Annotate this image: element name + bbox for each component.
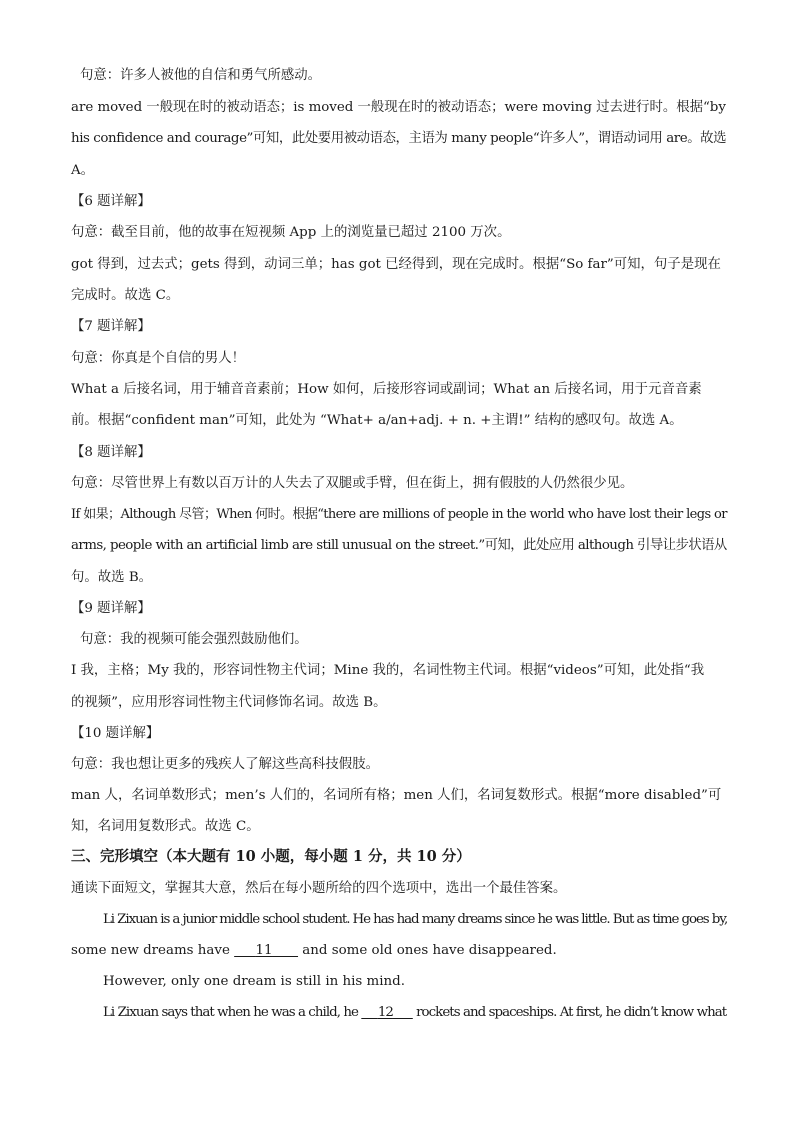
explanation-6-line-2: 完成时。故选 C。 (71, 288, 180, 303)
explanation-6-line-1: got 得到，过去式；gets 得到，动词三单；has got 已经得到，现在完成时。根据“So far”可知，句子是现在 (71, 257, 721, 272)
passage-line-4-text-end: rockets and spaceships. At first, he didn’t know what (412, 1005, 727, 1020)
passage-line-3: However, only one dream is still in his mind. (103, 974, 405, 989)
explanation-10-line-2: 知，名词用复数形式。故选 C。 (71, 819, 260, 834)
explanation-7-line-1: What a 后接名词，用于辅音音素前；How 如何，后接形容词或副词；What an 后接名词，用于元音音素 (71, 382, 702, 397)
sentence-meaning-7: 句意：你真是个自信的男人！ (71, 351, 246, 366)
explanation-5-line-2: his confidence and courage”可知，此处要用被动语态，主语为 many people“许多人”，谓语动词用 are。故选 (71, 131, 727, 146)
explanation-7-line-2: 前。根据“confident man”可知，此处为 “What+ a/an+adj. + n. +主谓!” 结构的感叹句。故选 A。 (71, 413, 683, 428)
passage-line-1: Li Zixuan is a junior middle school student. He has had many dreams since he was little. But as time goes by, (103, 912, 728, 927)
passage-line-2-text-end: and some old ones have disappeared. (298, 943, 557, 958)
sentence-meaning-5: 句意：许多人被他的自信和勇气所感动。 (80, 68, 322, 83)
blank-12-number: 12 (377, 1005, 393, 1020)
explanation-8-line-1: If 如果；Although 尽管；When 何时。根据“there are millions of people in the world who have lost their legs or (71, 507, 727, 522)
question-9-heading: 【9 题详解】 (71, 601, 151, 616)
explanation-5-line-3: A。 (71, 163, 95, 178)
explanation-10-line-1: man 人，名词单数形式；men’s 人们的，名词所有格；men 人们，名词复数形式。根据“more disabled”可 (71, 788, 722, 803)
question-10-heading: 【10 题详解】 (71, 726, 160, 741)
explanation-9-line-1: I 我，主格；My 我的，形容词性物主代词；Mine 我的，名词性物主代词。根据“videos”可知，此处指“我 (71, 663, 705, 678)
explanation-9-line-2: 的视频”，应用形容词性物主代词修饰名词。故选 B。 (71, 695, 387, 710)
section-instructions: 通读下面短文，掌握其大意，然后在每小题所给的四个选项中，选出一个最佳答案。 (71, 881, 567, 896)
sentence-meaning-8: 句意：尽管世界上有数以百万计的人失去了双腿或手臂，但在街上，拥有假肢的人仍然很少见。 (71, 476, 634, 491)
explanation-8-line-2: arms, people with an artificial limb are still unusual on the street.”可知，此处应用 although 引导让步状语从 (71, 538, 727, 553)
blank-12 (361, 1004, 412, 1022)
sentence-meaning-6: 句意：截至目前，他的故事在短视频 App 上的浏览量已超过 2100 万次。 (71, 225, 511, 240)
passage-line-4 (103, 1004, 726, 1022)
question-6-heading: 【6 题详解】 (71, 194, 151, 209)
sentence-meaning-9: 句意：我的视频可能会强烈鼓励他们。 (80, 632, 308, 647)
question-8-heading: 【8 题详解】 (71, 445, 151, 460)
passage-line-2-text-start: some new dreams have (71, 943, 235, 958)
blank-11-number: 11 (255, 943, 273, 958)
blank-11 (234, 942, 298, 960)
passage-line-4-text-start: Li Zixuan says that when he was a child, he (103, 1005, 362, 1020)
sentence-meaning-10: 句意：我也想让更多的残疾人了解这些高科技假肢。 (71, 757, 379, 772)
explanation-5-line-1: are moved 一般现在时的被动语态；is moved 一般现在时的被动语态；were moving 过去进行时。根据“by (71, 100, 726, 115)
passage-line-2 (71, 942, 557, 960)
explanation-8-line-3: 句。故选 B。 (71, 570, 153, 585)
question-7-heading: 【7 题详解】 (71, 319, 151, 334)
section-three-title: 三、完形填空（本大题有 10 小题，每小题 1 分，共 10 分） (71, 848, 471, 865)
